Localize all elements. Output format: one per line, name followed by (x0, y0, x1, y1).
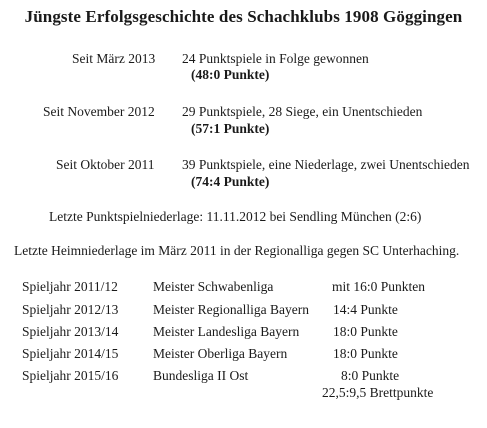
season-title: Meister Oberliga Bayern (153, 346, 288, 361)
season-title: Meister Regionalliga Bayern (153, 302, 309, 317)
season-points: 14:4 Punkte (333, 302, 398, 317)
streak-description: 29 Punktspiele, 28 Siege, ein Unentschieden (182, 104, 423, 119)
season-year: Spieljahr 2011/12 (22, 279, 118, 294)
page-title: Jüngste Erfolgsgeschichte des Schachklubs 1908 Göggingen (24, 7, 463, 26)
season-title: Meister Landesliga Bayern (153, 324, 300, 339)
season-title: Meister Schwabenliga (153, 279, 274, 294)
season-year: Spieljahr 2014/15 (22, 346, 119, 361)
season-points: mit 16:0 Punkten (332, 279, 426, 294)
season-year: Spieljahr 2012/13 (22, 302, 119, 317)
streak-points: (74:4 Punkte) (191, 174, 270, 189)
last-defeat-note: Letzte Punktspielniederlage: 11.11.2012 bei Sendling München (2:6) (49, 209, 422, 224)
streak-since: Seit Oktober 2011 (56, 157, 155, 172)
season-points: 18:0 Punkte (333, 346, 398, 361)
streak-since: Seit März 2013 (72, 51, 156, 66)
season-year: Spieljahr 2015/16 (22, 368, 119, 383)
streak-since: Seit November 2012 (43, 104, 155, 119)
season-points: 18:0 Punkte (333, 324, 398, 339)
season-board-points: 22,5:9,5 Brettpunkte (322, 385, 434, 400)
streak-points: (48:0 Punkte) (191, 67, 270, 82)
streak-description: 39 Punktspiele, eine Niederlage, zwei Unentschieden (182, 157, 470, 172)
season-points: 8:0 Punkte (341, 368, 400, 383)
streak-points: (57:1 Punkte) (191, 121, 270, 136)
streak-description: 24 Punktspiele in Folge gewonnen (182, 51, 369, 66)
season-year: Spieljahr 2013/14 (22, 324, 119, 339)
season-title: Bundesliga II Ost (153, 368, 249, 383)
last-home-defeat-note: Letzte Heimniederlage im März 2011 in der Regionalliga gegen SC Unterhaching. (14, 243, 460, 258)
